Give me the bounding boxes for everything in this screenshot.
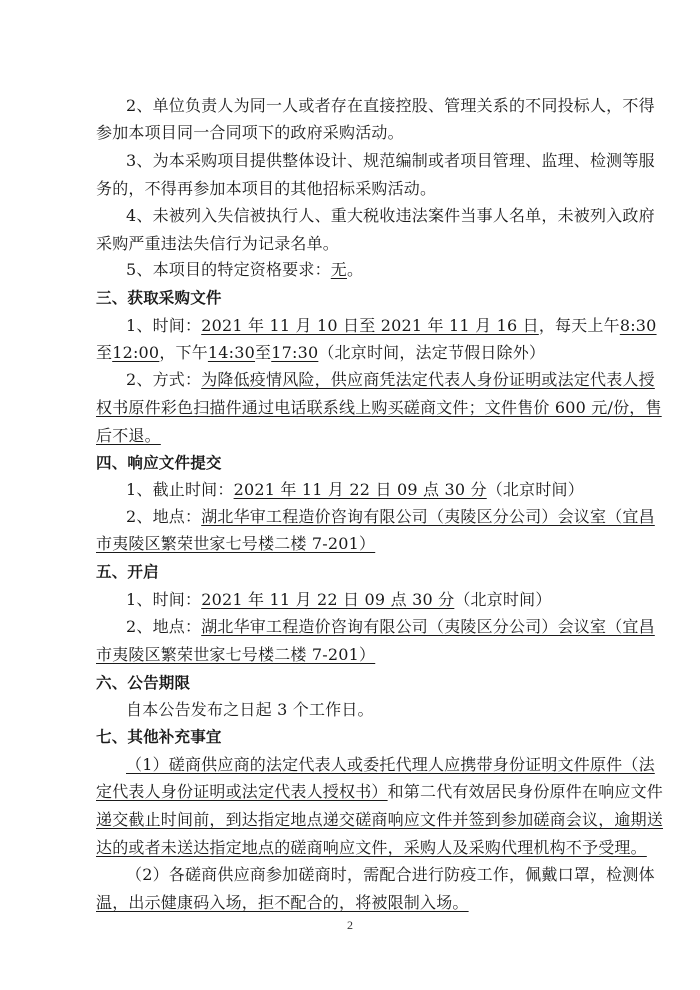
- text: 采购严重违法失信行为记录名单。: [96, 234, 340, 253]
- extra-2-line-2: [96, 891, 606, 915]
- text: 参加本项目同一合同项下的政府采购活动。: [96, 123, 404, 142]
- qual-3-line-2: [96, 177, 606, 201]
- obtain-time-line-2: [96, 341, 606, 365]
- text: （北京时间，法定节假日除外）: [318, 343, 546, 362]
- page-number: [0, 918, 700, 933]
- submit-deadline-line: [126, 478, 636, 502]
- text: 1、时间：: [126, 316, 202, 335]
- open-time-value: 2021 年 11 月 22 日 09 点 30 分: [201, 590, 455, 609]
- text: 2、地点：: [126, 507, 202, 526]
- extra-2-line-1: [126, 863, 655, 887]
- obtain-method-line-1: [126, 368, 655, 392]
- text: 定代表人身份证明或法定代表人授权书）: [96, 782, 388, 801]
- text: 达的或者未送达指定地点的磋商响应文件，采购人及采购代理机构不予受理。: [96, 838, 647, 857]
- qual-2-line-2: [96, 121, 606, 145]
- text: （北京时间）: [486, 480, 584, 499]
- qual-4-line-1: [126, 204, 655, 228]
- text: ，每天上午: [538, 316, 620, 335]
- notice-period-line: [126, 698, 636, 722]
- obtain-method-line-3: [96, 424, 606, 448]
- text: 递交截止时间前，到达指定地点递交磋商响应文件并签到参加磋商会议，逾期送: [96, 810, 664, 829]
- text: （2）各磋商供应商参加磋商时，需配合进行防疫工作，佩戴口罩，检测体: [126, 865, 655, 884]
- obtain-method-line-2: [96, 396, 662, 420]
- text: 2、方式：: [126, 370, 202, 389]
- section-6-heading: [96, 671, 606, 695]
- extra-1-line-4: [96, 836, 647, 860]
- qual-4-line-2: [96, 232, 606, 256]
- am-start-time: 8:30: [619, 316, 657, 335]
- obtain-method-text: 为降低疫情风险，供应商凭法定代表人身份证明或法定代表人授: [201, 370, 655, 389]
- text: 1、时间：: [126, 590, 202, 609]
- section-7-heading: [96, 725, 606, 749]
- text: 市夷陵区繁荣世家七号楼二楼 7-201）: [96, 645, 376, 664]
- text: 至: [96, 343, 113, 362]
- text: （北京时间）: [454, 590, 552, 609]
- submit-location-value: 湖北华审工程造价咨询有限公司（夷陵区分公司）会议室（宜昌: [201, 507, 655, 526]
- page-number-text: 2: [347, 918, 353, 932]
- qual-2-line-1: [126, 94, 655, 118]
- open-location-value: 湖北华审工程造价咨询有限公司（夷陵区分公司）会议室（宜昌: [201, 617, 655, 636]
- text: 。: [346, 260, 364, 279]
- heading-text: 七、其他补充事宜: [96, 728, 222, 746]
- qual-3-line-1: [126, 149, 655, 173]
- text: 1、截止时间：: [126, 480, 234, 499]
- text: 自本公告发布之日起 3 个工作日。: [126, 700, 374, 719]
- heading-text: 三、获取采购文件: [96, 289, 222, 307]
- extra-1-line-2: [96, 780, 664, 804]
- text: 5、本项目的特定资格要求：: [126, 260, 331, 279]
- text: 后不退。: [96, 426, 161, 445]
- submit-location-line-2: [96, 532, 606, 556]
- heading-text: 四、响应文件提交: [96, 454, 222, 472]
- text: （1）磋商供应商的法定代表人或委托代理人应携带身份证明文件原件（法: [126, 755, 655, 774]
- heading-text: 五、开启: [96, 563, 159, 581]
- text: 市夷陵区繁荣世家七号楼二楼 7-201）: [96, 534, 376, 553]
- text: 3、为本采购项目提供整体设计、规范编制或者项目管理、监理、检测等服: [126, 151, 655, 170]
- obtain-time-line-1: [126, 314, 657, 338]
- heading-text: 六、公告期限: [96, 674, 191, 692]
- section-4-heading: [96, 451, 606, 475]
- text: 权书原件彩色扫描件通过电话联系线上购买磋商文件；文件售价 600 元/份，售: [96, 398, 662, 417]
- text: 2、单位负责人为同一人或者存在直接控股、管理关系的不同投标人，不得: [126, 96, 655, 115]
- extra-1-line-3: [96, 808, 664, 832]
- text: 和第二代有效居民身份原件在响应文件: [387, 782, 664, 801]
- text: 至: [255, 343, 272, 362]
- text: 务的，不得再参加本项目的其他招标采购活动。: [96, 179, 437, 198]
- pm-start-time: 14:30: [207, 343, 256, 362]
- special-requirement-value: 无: [330, 260, 347, 279]
- text: ，下午: [159, 343, 208, 362]
- obtain-date-range: 2021 年 11 月 10 日至 2021 年 11 月 16 日: [201, 316, 539, 335]
- text: 温，出示健康码入场，拒不配合的，将被限制入场。: [96, 893, 469, 912]
- open-time-line: [126, 588, 636, 612]
- extra-1-line-1: [126, 753, 655, 777]
- open-location-line-2: [96, 643, 606, 667]
- text: 4、未被列入失信被执行人、重大税收违法案件当事人名单，未被列入政府: [126, 206, 655, 225]
- pm-end-time: 17:30: [271, 343, 319, 362]
- submit-deadline-value: 2021 年 11 月 22 日 09 点 30 分: [233, 480, 487, 499]
- open-location-line-1: [126, 615, 655, 639]
- qual-5-line: [126, 258, 636, 282]
- section-5-heading: [96, 560, 606, 584]
- am-end-time: 12:00: [112, 343, 160, 362]
- section-3-heading: [96, 286, 606, 310]
- text: 2、地点：: [126, 617, 202, 636]
- submit-location-line-1: [126, 505, 655, 529]
